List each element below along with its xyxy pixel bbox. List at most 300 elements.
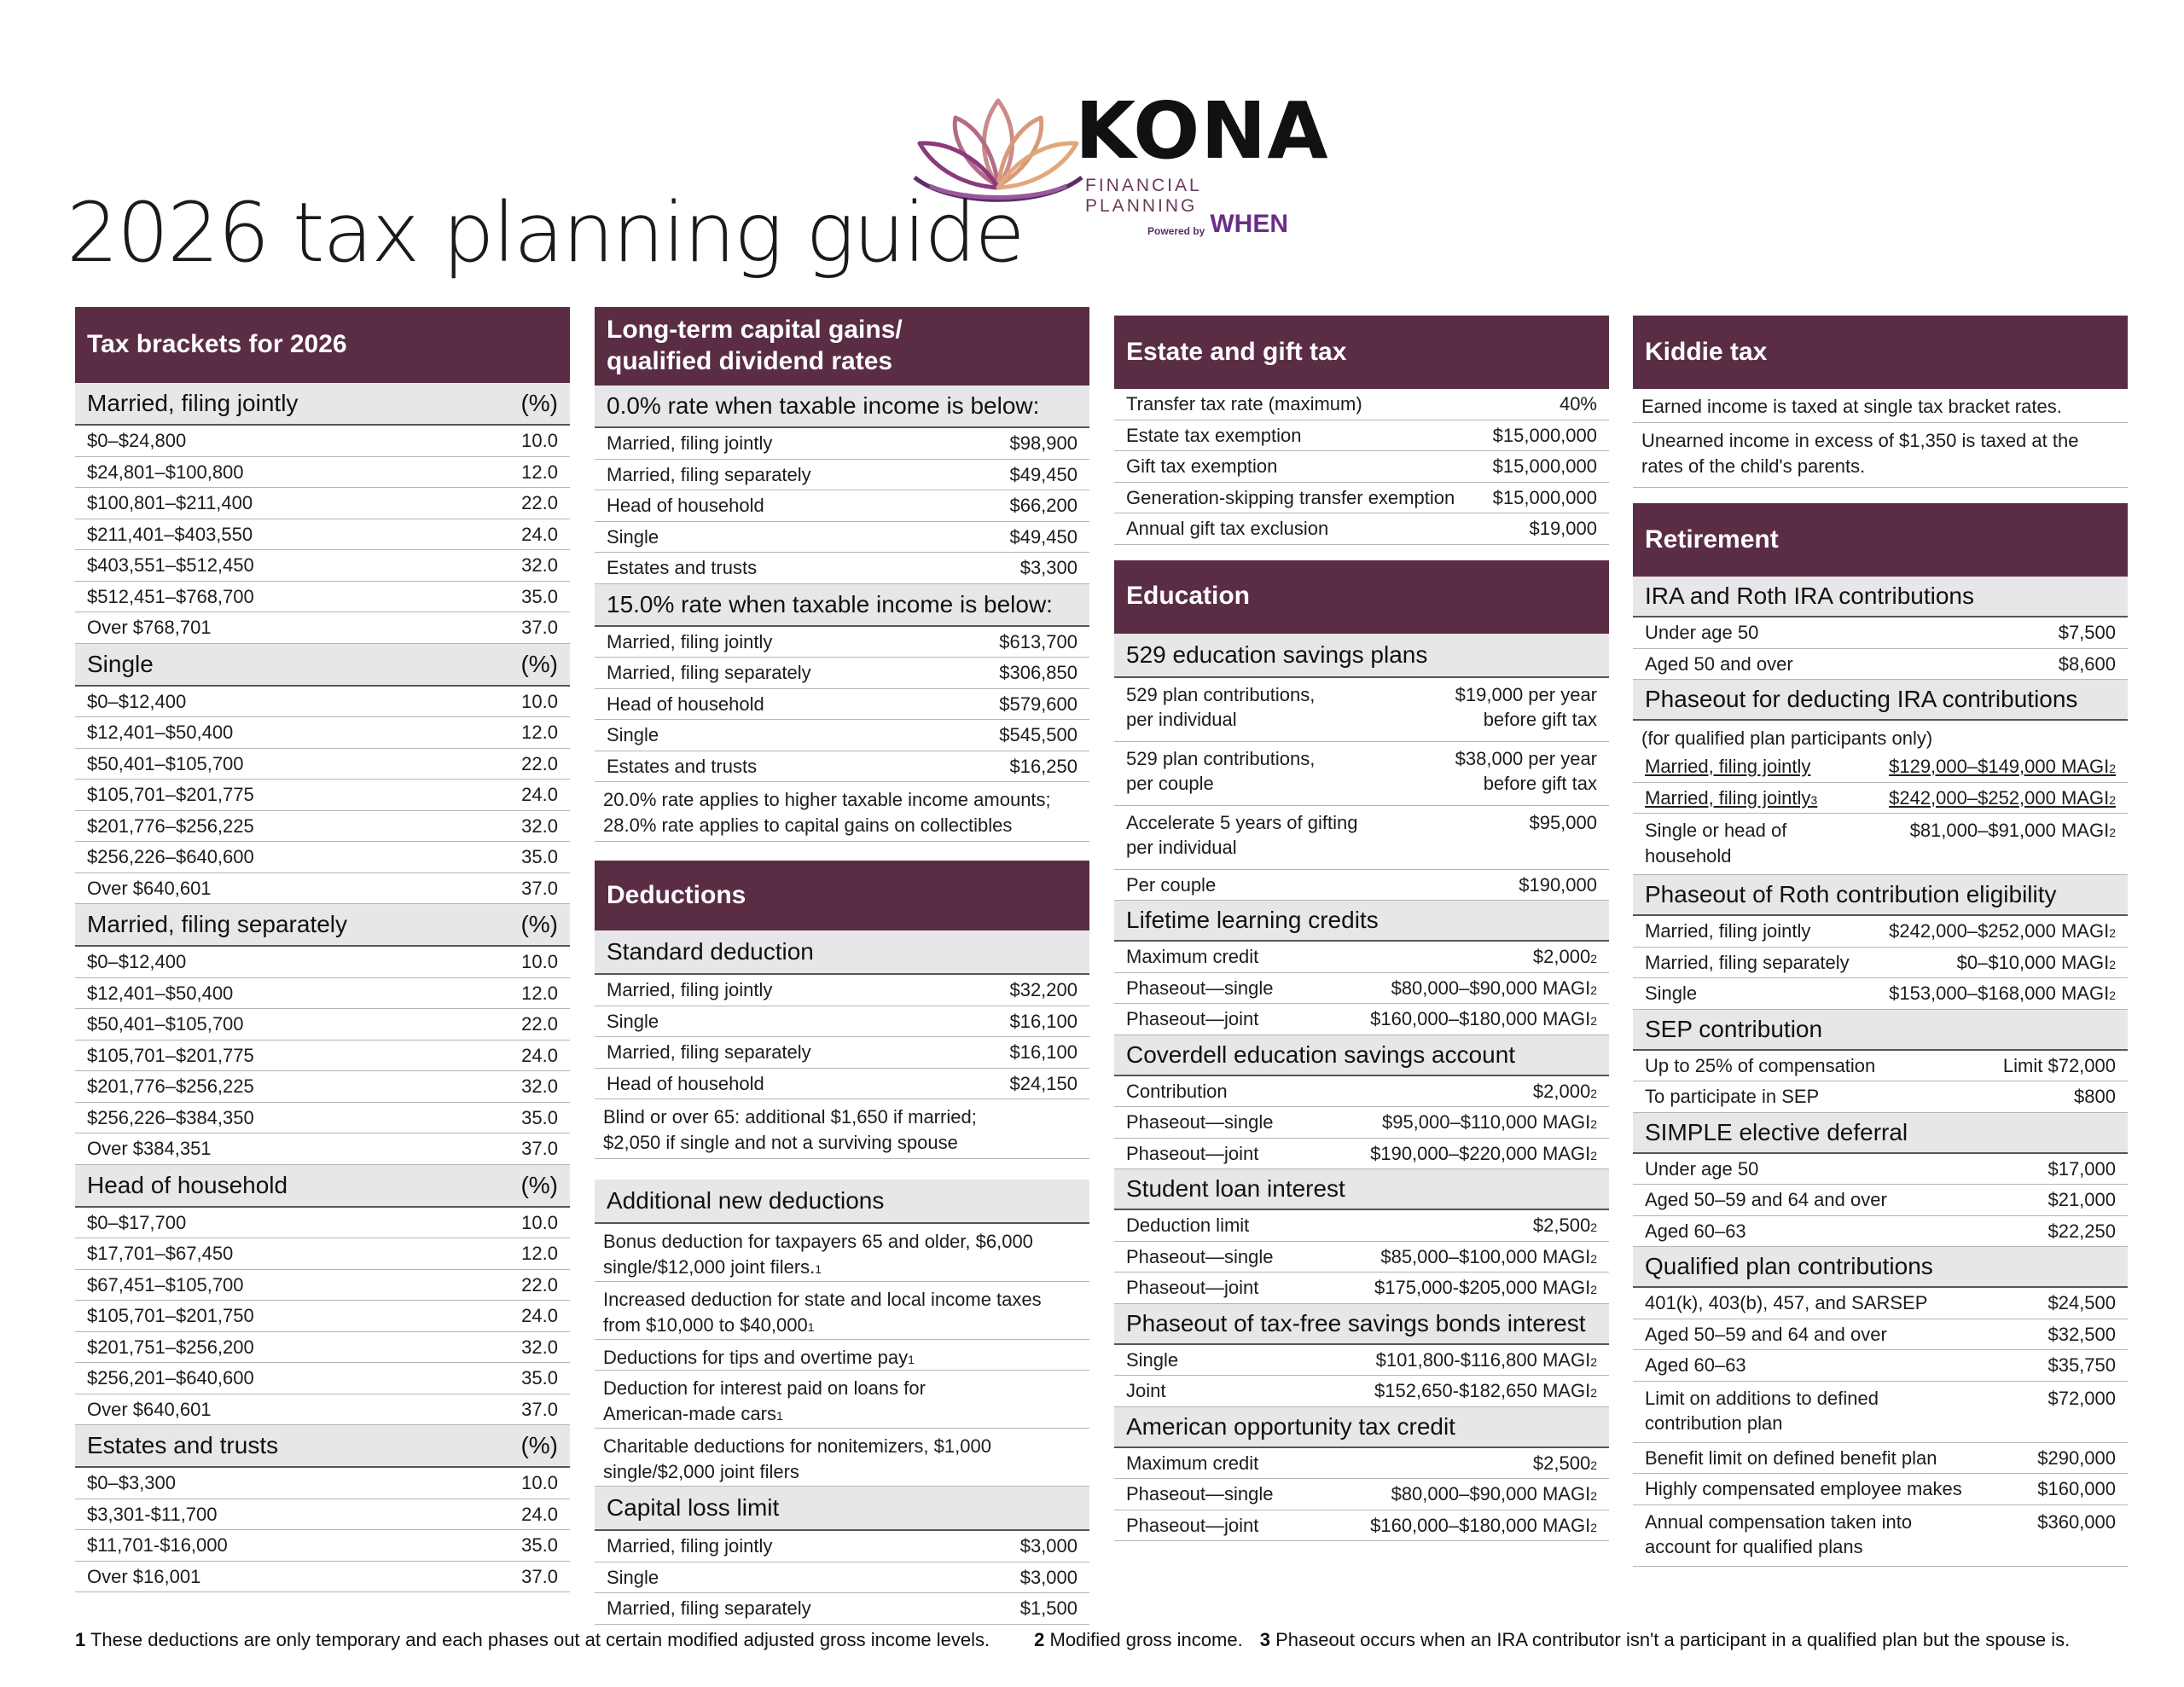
- footnote-2-text: Modified gross income.: [1044, 1629, 1243, 1650]
- llc-list: [1114, 942, 1609, 1035]
- row-value-text: 24.0: [521, 1305, 558, 1326]
- row-value: [521, 951, 558, 973]
- row-label: $24,801–$100,800: [87, 461, 244, 483]
- footnote-1-text: These deductions are only temporary and each phases out at certain modified adjusted gross income levels.: [85, 1629, 990, 1650]
- table-row: [1633, 1185, 2128, 1216]
- logo-brand: KONA: [1075, 85, 1329, 177]
- table-row: [1114, 742, 1609, 806]
- additional-deduction-item: [595, 1371, 1089, 1429]
- ira-subheader: [1633, 577, 2128, 617]
- row-value: $101,800-$116,800 MAGI2: [1375, 1348, 1597, 1371]
- row-label: Married, filing jointly: [1645, 920, 1811, 942]
- row-label: $0–$12,400: [87, 951, 187, 972]
- row-label: Married, filing jointly: [607, 432, 773, 454]
- row-value: [1009, 432, 1077, 455]
- row-label: Married, filing separately: [607, 662, 811, 683]
- row-value: [521, 1566, 558, 1588]
- row-value-text: 10.0: [521, 1472, 558, 1493]
- table-row: [1114, 942, 1609, 973]
- row-value: [1009, 979, 1077, 1001]
- row-value-text: $66,200: [1009, 495, 1077, 516]
- row-value: $242,000–$252,000 MAGI2: [1889, 786, 2116, 809]
- bracket-group-name: Single: [87, 650, 154, 677]
- 529-title: 529 education savings plans: [1126, 641, 1428, 668]
- row-value-text: $290,000: [2037, 1446, 2116, 1469]
- roth-list: [1633, 916, 2128, 1010]
- row-label: Over $16,001: [87, 1565, 201, 1587]
- row-label: Head of household: [607, 1072, 764, 1094]
- table-row: [75, 426, 570, 457]
- additional-deductions-list: [595, 1224, 1089, 1487]
- table-row: [75, 1394, 570, 1426]
- bracket-group-unit: (%): [520, 1171, 558, 1198]
- item-line1-text: Bonus deduction for taxpayers 65 and older, $6,000: [603, 1231, 1033, 1252]
- row-value: [1009, 464, 1077, 486]
- qualified-plan-title: Qualified plan contributions: [1645, 1253, 1933, 1279]
- aotc-subheader: [1114, 1407, 1609, 1448]
- bracket-group-name: Estates and trusts: [87, 1432, 279, 1458]
- ira-title: IRA and Roth IRA contributions: [1645, 583, 1974, 609]
- row-value-text: $7,500: [2058, 622, 2116, 643]
- bonds-list: [1114, 1345, 1609, 1407]
- row-value: $190,000: [1519, 873, 1597, 896]
- row-value: [521, 753, 558, 775]
- row-value: [2003, 1055, 2116, 1077]
- table-row: [595, 1037, 1089, 1069]
- row-value: [521, 1367, 558, 1389]
- item-line1-text: Deduction for interest paid on loans for: [603, 1377, 926, 1399]
- row-value: [521, 554, 558, 577]
- table-row: [595, 720, 1089, 751]
- table-row: [1114, 1242, 1609, 1273]
- row-label: $67,451–$105,700: [87, 1273, 244, 1296]
- row-label: Over $640,601: [87, 877, 212, 899]
- zero-rate-subheader: [595, 386, 1089, 428]
- row-value-text: 35.0: [521, 1106, 558, 1128]
- item-line2: single/$12,000 joint filers.1: [603, 1255, 822, 1278]
- item-line1-text: Increased deduction for state and local income taxes: [603, 1289, 1042, 1310]
- table-row: [75, 1071, 570, 1103]
- row-value: [521, 1472, 558, 1494]
- label-line1: Annual compensation taken into: [1645, 1510, 1913, 1533]
- item-line1-text: Charitable deductions for nonitemizers, $1,000: [603, 1435, 991, 1457]
- row-value: [2048, 1324, 2116, 1346]
- additional-deduction-item: [595, 1340, 1089, 1371]
- row-label: Over $384,351: [87, 1138, 212, 1159]
- row-value-text: $3,000: [1019, 1566, 1077, 1588]
- row-label: Aged 50–59 and 64 and over: [1645, 1323, 1887, 1345]
- table-row: [1633, 948, 2128, 979]
- row-value-text: $152,650-$182,650 MAGI: [1374, 1380, 1591, 1401]
- label-line1: 529 plan contributions,: [1126, 683, 1316, 705]
- additional-deductions-title: Additional new deductions: [607, 1187, 885, 1214]
- table-row: [595, 689, 1089, 721]
- row-label: Married, filing jointly: [607, 979, 773, 1000]
- capital-gains-title-line1: Long-term capital gains/: [607, 316, 903, 345]
- row-value: [1493, 425, 1597, 447]
- row-label: $11,701-$16,000: [87, 1534, 228, 1556]
- estate-gift-header: Estate and gift tax: [1114, 316, 1609, 389]
- bracket-group-header: [75, 1425, 570, 1468]
- row-value: [1455, 682, 1597, 733]
- table-row: [1633, 1288, 2128, 1319]
- row-value: [1009, 1073, 1077, 1095]
- row-label: Deduction limit: [1126, 1215, 1250, 1236]
- item-line2-text: American-made cars: [603, 1402, 776, 1424]
- row-value: [521, 617, 558, 639]
- row-value: [521, 983, 558, 1005]
- standard-deduction-list: [595, 975, 1089, 1099]
- kiddie-line1: Earned income is taxed at single tax bracket rates.: [1633, 389, 2128, 423]
- fifteen-rate-subheader: [595, 584, 1089, 627]
- blind-note-line1: Blind or over 65: additional $1,650 if married;: [603, 1106, 977, 1128]
- table-row: [595, 553, 1089, 584]
- row-value: $175,000-$205,000 MAGI2: [1374, 1277, 1597, 1298]
- row-value-text: 40%: [1559, 393, 1597, 415]
- bracket-group-unit: (%): [520, 390, 558, 416]
- bracket-group-unit: (%): [520, 911, 558, 937]
- table-row: [1633, 978, 2128, 1010]
- row-value-text: $85,000–$100,000 MAGI: [1380, 1245, 1591, 1267]
- row-value: [2048, 1220, 2116, 1243]
- table-row: [595, 1531, 1089, 1562]
- row-label: $50,401–$105,700: [87, 1013, 244, 1035]
- powered-by-label: Powered by: [1147, 225, 1205, 237]
- footnote-3: [1260, 1629, 2071, 1651]
- kiddie-retirement-column: [1633, 316, 2128, 1567]
- student-loan-list: [1114, 1210, 1609, 1304]
- item-line2-text: single/$12,000 joint filers.: [603, 1255, 816, 1278]
- row-value: [1529, 518, 1597, 540]
- table-row: [1633, 617, 2128, 649]
- footnote-1-number: 1: [75, 1629, 86, 1650]
- fifteen-rate-title: 15.0% rate when taxable income is below:: [607, 590, 1053, 617]
- row-value: [2059, 622, 2116, 644]
- ira-deduct-title: Phaseout for deducting IRA contributions: [1645, 686, 2078, 712]
- row-label: Phaseout—joint: [1126, 1514, 1259, 1536]
- table-row: [595, 1562, 1089, 1594]
- row-value-text: 24.0: [521, 1044, 558, 1066]
- table-row: [1633, 1350, 2128, 1382]
- table-row: [75, 1332, 570, 1364]
- row-value-text: 24.0: [521, 1503, 558, 1525]
- row-label: $12,401–$50,400: [87, 722, 234, 743]
- row-label: $256,201–$640,600: [87, 1367, 254, 1388]
- row-value: [2037, 1447, 2116, 1470]
- ira-deduct-single-row: [1633, 814, 2128, 875]
- row-value: $80,000–$90,000 MAGI2: [1391, 977, 1597, 999]
- item-line1-text: Deductions for tips and overtime pay: [603, 1347, 909, 1368]
- table-row: [595, 522, 1089, 554]
- row-value: [2048, 1292, 2116, 1314]
- row-label: Married, filing separately: [607, 463, 811, 485]
- capital-loss-list: [595, 1531, 1089, 1625]
- footnote-3-text: Phaseout occurs when an IRA contributor isn't a participant in a qualified plan but the spouse is.: [1269, 1629, 2071, 1650]
- table-row: [75, 457, 570, 489]
- row-label: Phaseout—joint: [1126, 1008, 1259, 1029]
- sep-list: [1633, 1051, 2128, 1113]
- row-label: Per couple: [1126, 873, 1217, 896]
- row-value: [1493, 487, 1597, 509]
- row-value: [2059, 653, 2116, 675]
- table-row: [75, 1133, 570, 1165]
- table-row: [595, 627, 1089, 658]
- row-value-text: $545,500: [999, 724, 1077, 745]
- row-value: [2074, 1086, 2116, 1108]
- row-value: [1009, 526, 1077, 548]
- table-row: [75, 1103, 570, 1134]
- item-line1: Deductions for tips and overtime pay1: [603, 1347, 915, 1368]
- simple-subheader: [1633, 1113, 2128, 1154]
- row-value: $160,000–$180,000 MAGI2: [1370, 1514, 1597, 1536]
- row-label: Married, filing separately: [607, 1597, 811, 1619]
- table-row: [1114, 1004, 1609, 1035]
- row-value: [1020, 1535, 1077, 1557]
- row-label: Estates and trusts: [607, 755, 758, 777]
- table-row: [595, 1069, 1089, 1100]
- row-value-text: $175,000-$205,000 MAGI: [1374, 1277, 1591, 1298]
- row-value: [521, 430, 558, 452]
- row-value-text: $242,000–$252,000 MAGI: [1889, 920, 2110, 942]
- table-row: [595, 1006, 1089, 1038]
- row-value: [1009, 1011, 1077, 1033]
- row-value: $0–$10,000 MAGI2: [1956, 951, 2116, 973]
- row-value-text: Limit $72,000: [2002, 1054, 2116, 1076]
- value-line1: $95,000: [1529, 811, 1597, 833]
- row-value: [521, 878, 558, 900]
- bracket-group-name: Married, filing separately: [87, 911, 348, 937]
- row-value: [521, 1274, 558, 1296]
- item-line1: [603, 1434, 1081, 1459]
- row-value: [521, 722, 558, 744]
- capital-gains-note-line2: 28.0% rate applies to capital gains on collectibles: [603, 814, 1013, 836]
- row-value: [521, 1075, 558, 1098]
- row-value: $129,000–$149,000 MAGI2: [1889, 756, 2116, 777]
- row-value-text: 12.0: [521, 722, 558, 743]
- table-row: [75, 1562, 570, 1593]
- row-value-text: $80,000–$90,000 MAGI: [1391, 1483, 1591, 1504]
- row-value-text: $160,000: [2037, 1478, 2116, 1499]
- bracket-group-header: [75, 383, 570, 426]
- row-label: $50,401–$105,700: [87, 752, 244, 774]
- row-value: $2,5002: [1532, 1215, 1597, 1236]
- row-value: [521, 784, 558, 806]
- label-line2: contribution plan: [1645, 1412, 1783, 1435]
- row-value-text: 12.0: [521, 461, 558, 483]
- row-value: [1020, 557, 1077, 579]
- row-value: [999, 693, 1077, 716]
- value-line2: before gift tax: [1483, 709, 1597, 731]
- row-value: [1493, 455, 1597, 478]
- row-value-text: $80,000–$90,000 MAGI: [1391, 977, 1591, 999]
- row-value: $85,000–$100,000 MAGI2: [1380, 1245, 1597, 1267]
- row-value-text: 10.0: [521, 690, 558, 712]
- capital-gains-deductions-column: [595, 307, 1089, 1625]
- footnote-2-number: 2: [1034, 1629, 1045, 1650]
- row-value-text: $16,250: [1009, 755, 1077, 777]
- row-label: Single: [607, 1566, 659, 1588]
- row-label: Married, filing separately: [1645, 951, 1850, 973]
- row-value-text: 32.0: [521, 815, 558, 837]
- row-value-text: 12.0: [521, 982, 558, 1004]
- table-row: [1633, 1051, 2128, 1082]
- bracket-group-unit: (%): [520, 1432, 558, 1458]
- row-label: Up to 25% of compensation: [1645, 1054, 1876, 1076]
- capital-gains-title-line2: qualified dividend rates: [607, 347, 893, 375]
- bracket-group-name: Married, filing jointly: [87, 390, 299, 416]
- table-row: [1114, 973, 1609, 1005]
- table-row: [75, 842, 570, 873]
- row-value: [521, 1107, 558, 1129]
- row-value-text: $16,100: [1009, 1041, 1077, 1063]
- bracket-group-header: [75, 904, 570, 947]
- table-row: [595, 428, 1089, 460]
- row-label: Phaseout—single: [1126, 1111, 1274, 1133]
- row-value-text: 24.0: [521, 523, 558, 545]
- row-label: [1126, 746, 1315, 797]
- row-value: $190,000–$220,000 MAGI2: [1370, 1142, 1597, 1164]
- row-label: $12,401–$50,400: [87, 982, 234, 1004]
- row-label: Maximum credit: [1126, 946, 1259, 967]
- row-value: [1020, 1597, 1077, 1620]
- table-row: [75, 1208, 570, 1239]
- table-row: [1114, 513, 1609, 545]
- qualified-plan-list-2: [1633, 1443, 2128, 1505]
- row-value-text: 37.0: [521, 877, 558, 899]
- table-row: [1114, 1107, 1609, 1139]
- retirement-header: Retirement: [1633, 503, 2128, 577]
- ira-deduct-row-1: [1633, 751, 2128, 783]
- row-value: [521, 1399, 558, 1421]
- row-value-text: $98,900: [1009, 432, 1077, 454]
- row-value: [521, 1138, 558, 1160]
- row-label: Single: [1126, 1348, 1179, 1371]
- table-row: [1633, 1474, 2128, 1505]
- row-label: $211,401–$403,550: [87, 523, 253, 545]
- label-line2: per individual: [1126, 709, 1237, 731]
- table-row: [75, 947, 570, 978]
- row-value-text: $15,000,000: [1492, 455, 1597, 477]
- deductions-header: Deductions: [595, 861, 1089, 930]
- table-row: [1633, 916, 2128, 948]
- sep-subheader: [1633, 1010, 2128, 1051]
- row-value: $153,000–$168,000 MAGI2: [1889, 983, 2116, 1004]
- page-title: 2026 tax planning guide: [67, 185, 1024, 281]
- kiddie-line2b: rates of the child's parents.: [1641, 455, 1866, 477]
- ira-deduct-row-2: [1633, 783, 2128, 815]
- blind-note-line2: $2,050 if single and not a surviving spouse: [603, 1131, 958, 1153]
- row-value-text: 32.0: [521, 554, 558, 576]
- row-label: Single: [607, 1010, 659, 1032]
- capital-loss-title: Capital loss limit: [607, 1494, 780, 1521]
- per-couple-row: [1114, 870, 1609, 901]
- qp-limit-row: [1633, 1382, 2128, 1443]
- footnote-3-number: 3: [1259, 1629, 1270, 1650]
- label-line2: account for qualified plans: [1645, 1536, 1863, 1558]
- logo-subtitle: FINANCIAL PLANNING: [1085, 176, 1201, 216]
- table-row: [1114, 1510, 1609, 1542]
- education-header: Education: [1114, 560, 1609, 634]
- row-label: Under age 50: [1645, 1157, 1759, 1180]
- row-label: $100,801–$211,400: [87, 492, 253, 513]
- table-row: [1114, 483, 1609, 514]
- table-row: [75, 1468, 570, 1499]
- sep-title: SEP contribution: [1645, 1015, 1823, 1042]
- row-value-text: $2,000: [1532, 1080, 1591, 1102]
- item-line2: [603, 1459, 1081, 1485]
- kiddie-line2a: Unearned income in excess of $1,350 is taxed at the: [1641, 430, 2079, 451]
- table-row: [595, 1593, 1089, 1625]
- row-value-text: 37.0: [521, 1565, 558, 1587]
- table-row: [75, 687, 570, 718]
- row-value-text: $800: [2074, 1086, 2116, 1107]
- kiddie-line2: [1633, 423, 2128, 488]
- row-value-text: $21,000: [2048, 1189, 2116, 1210]
- row-label: Head of household: [607, 495, 764, 516]
- qualified-plan-subheader: [1633, 1247, 2128, 1288]
- row-value: [521, 691, 558, 713]
- row-value: [521, 1243, 558, 1265]
- table-row: [75, 1530, 570, 1562]
- row-value: $95,000–$110,000 MAGI2: [1381, 1111, 1597, 1133]
- row-value-text: $129,000–$149,000 MAGI: [1889, 756, 2110, 777]
- standard-deduction-subheader: [595, 930, 1089, 975]
- row-value: [2037, 1478, 2116, 1500]
- row-label: $105,701–$201,775: [87, 784, 254, 805]
- bonds-title: Phaseout of tax-free savings bonds interest: [1126, 1309, 1586, 1336]
- table-row: [1114, 1345, 1609, 1377]
- row-label: [1645, 1386, 1879, 1436]
- additional-deductions-subheader: [595, 1180, 1089, 1224]
- row-label: Joint: [1126, 1380, 1166, 1401]
- label-line1: 529 plan contributions,: [1126, 747, 1316, 769]
- table-row: [1114, 1139, 1609, 1170]
- row-label: $201,776–$256,225: [87, 1075, 254, 1097]
- row-value: [521, 1534, 558, 1557]
- table-row: [75, 488, 570, 519]
- row-label: $201,776–$256,225: [87, 815, 254, 837]
- row-label: Transfer tax rate (maximum): [1126, 393, 1362, 415]
- row-value-text: 22.0: [521, 1273, 558, 1296]
- row-label: Phaseout—single: [1126, 1245, 1274, 1267]
- row-value-text: $15,000,000: [1492, 424, 1597, 446]
- estate-education-column: [1114, 316, 1609, 1541]
- capital-loss-subheader: [595, 1487, 1089, 1531]
- row-label: Annual gift tax exclusion: [1126, 518, 1329, 539]
- row-label: Over $640,601: [87, 1398, 212, 1420]
- row-value-text: $2,500: [1532, 1452, 1591, 1474]
- table-row: [75, 780, 570, 811]
- table-row: [1633, 1154, 2128, 1186]
- table-row: [1633, 1081, 2128, 1113]
- row-label: $0–$17,700: [87, 1211, 187, 1233]
- row-value: [1009, 1041, 1077, 1064]
- row-value-text: $8,600: [2058, 652, 2116, 675]
- row-label: $105,701–$201,750: [87, 1305, 254, 1326]
- row-label: Head of household: [607, 693, 764, 715]
- row-value-text: $0–$10,000 MAGI: [1956, 951, 2110, 973]
- footnote-1: [75, 1629, 990, 1651]
- row-value: [2048, 1158, 2116, 1180]
- row-value-text: 32.0: [521, 1075, 558, 1097]
- table-row: [75, 978, 570, 1010]
- row-value: $152,650-$182,650 MAGI2: [1374, 1380, 1597, 1401]
- row-value-text: $153,000–$168,000 MAGI: [1889, 983, 2110, 1004]
- row-label: Maximum credit: [1126, 1452, 1259, 1474]
- additional-deduction-item: [595, 1224, 1089, 1282]
- row-value: $242,000–$252,000 MAGI2: [1889, 920, 2116, 942]
- row-label: Married, filing jointly: [607, 630, 773, 652]
